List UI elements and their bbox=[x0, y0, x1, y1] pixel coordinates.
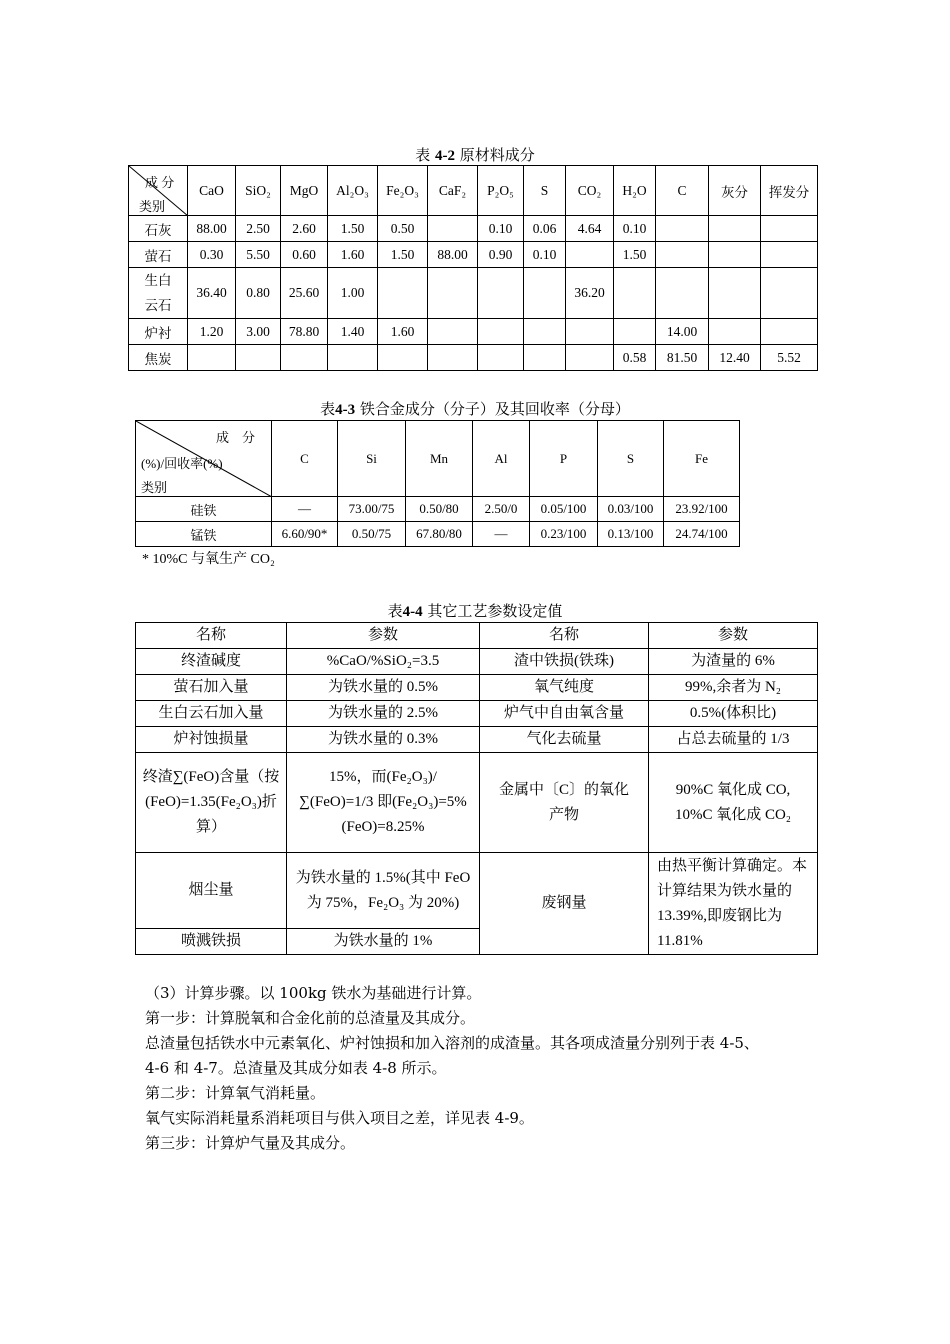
table-cell bbox=[378, 268, 428, 319]
table-cell bbox=[524, 268, 566, 319]
param-value: 为渣量的 6% bbox=[649, 649, 818, 675]
header-cell: 名称 bbox=[136, 623, 287, 649]
paragraph: （3）计算步骤。以 100kg 铁水为基础进行计算。 bbox=[145, 984, 482, 1002]
table-cell bbox=[566, 242, 614, 268]
param-name: 气化去硫量 bbox=[480, 727, 649, 753]
table-cell bbox=[478, 345, 524, 371]
table-cell bbox=[761, 319, 818, 345]
param-name: 金属中〔C〕的氧化产物 bbox=[480, 753, 649, 853]
row-label: 焦炭 bbox=[129, 345, 188, 371]
row-label: 炉衬 bbox=[129, 319, 188, 345]
header-cell: Mn bbox=[406, 421, 473, 497]
table-cell: 36.20 bbox=[566, 268, 614, 319]
header-cell: 名称 bbox=[480, 623, 649, 649]
table-cell: 6.60/90* bbox=[272, 522, 338, 547]
table-row bbox=[129, 319, 818, 345]
table-cell bbox=[761, 216, 818, 242]
table-4-4-caption: 表4-4 其它工艺参数设定值 bbox=[387, 602, 563, 620]
table-cell: 0.50/75 bbox=[338, 522, 406, 547]
table-4-3-corner-cell bbox=[136, 421, 272, 497]
param-name: 渣中铁损(铁珠) bbox=[480, 649, 649, 675]
param-name: 萤石加入量 bbox=[136, 675, 287, 701]
param-name: 烟尘量 bbox=[136, 853, 287, 929]
paragraph: 第一步：计算脱氧和合金化前的总渣量及其成分。 bbox=[145, 1009, 476, 1027]
table-row bbox=[136, 853, 818, 929]
table-row bbox=[129, 216, 818, 242]
table-cell: 25.60 bbox=[281, 268, 328, 319]
table-row bbox=[129, 268, 818, 319]
paragraph: 氧气实际消耗量系消耗项目与供入项目之差，详见表 4-9。 bbox=[145, 1109, 534, 1127]
table-cell: 3.00 bbox=[236, 319, 281, 345]
table-cell bbox=[709, 242, 761, 268]
header-cell: CaO bbox=[188, 166, 236, 216]
header-cell: S bbox=[598, 421, 664, 497]
header-cell: Fe₂O₃ bbox=[378, 166, 428, 216]
table-cell bbox=[709, 268, 761, 319]
table-cell bbox=[761, 242, 818, 268]
paragraph: 第三步：计算炉气量及其成分。 bbox=[145, 1134, 356, 1152]
table-cell: 1.50 bbox=[328, 216, 378, 242]
param-name: 氧气纯度 bbox=[480, 675, 649, 701]
paragraph: 总渣量包括铁水中元素氧化、炉衬蚀损和加入溶剂的成渣量。其各项成渣量分别列于表 4-5、 bbox=[145, 1034, 759, 1052]
corner-mid-label: (%)/回收率(%) bbox=[141, 456, 223, 471]
table-cell bbox=[614, 268, 656, 319]
row-label: 萤石 bbox=[129, 242, 188, 268]
table-row bbox=[136, 727, 818, 753]
corner-bottom-label: 类别 bbox=[139, 199, 166, 214]
table-4-3-header-row bbox=[136, 421, 740, 497]
table-4-3 bbox=[135, 420, 740, 547]
table-cell bbox=[656, 268, 709, 319]
table-cell bbox=[428, 345, 478, 371]
param-value: 15%，而(Fe₂O₃)/∑(FeO)=1/3 即(Fe₂O₃)=5%(FeO)=8.25% bbox=[287, 753, 480, 853]
table-row bbox=[136, 701, 818, 727]
param-value: 为铁水量的 0.3% bbox=[287, 727, 480, 753]
table-cell bbox=[281, 345, 328, 371]
table-cell: 12.40 bbox=[709, 345, 761, 371]
table-cell bbox=[709, 319, 761, 345]
paragraph: 4-6 和 4-7。总渣量及其成分如表 4-8 所示。 bbox=[145, 1059, 447, 1077]
table-4-2-caption: 表 4-2 原材料成分 bbox=[415, 146, 535, 164]
table-cell: 0.03/100 bbox=[598, 497, 664, 522]
table-row bbox=[136, 522, 740, 547]
header-cell: Fe bbox=[664, 421, 740, 497]
table-cell: 0.05/100 bbox=[530, 497, 598, 522]
table-cell: 0.10 bbox=[478, 216, 524, 242]
table-4-4-header-row bbox=[136, 623, 818, 649]
table-cell: 24.74/100 bbox=[664, 522, 740, 547]
table-cell bbox=[524, 319, 566, 345]
table-cell: 1.20 bbox=[188, 319, 236, 345]
header-cell: 参数 bbox=[649, 623, 818, 649]
corner-bottom-label: 类别 bbox=[141, 480, 168, 495]
table-cell: 0.58 bbox=[614, 345, 656, 371]
header-cell: C bbox=[656, 166, 709, 216]
param-value: 为铁水量的 2.5% bbox=[287, 701, 480, 727]
header-cell: Al₂O₃ bbox=[328, 166, 378, 216]
header-cell: P₂O₅ bbox=[478, 166, 524, 216]
table-row bbox=[129, 242, 818, 268]
header-cell: H₂O bbox=[614, 166, 656, 216]
header-cell: C bbox=[272, 421, 338, 497]
table-cell bbox=[378, 345, 428, 371]
table-cell: 78.80 bbox=[281, 319, 328, 345]
table-cell: 0.90 bbox=[478, 242, 524, 268]
table-cell: 88.00 bbox=[188, 216, 236, 242]
table-cell bbox=[188, 345, 236, 371]
table-cell: 1.60 bbox=[378, 319, 428, 345]
header-cell: 挥发分 bbox=[761, 166, 818, 216]
corner-top-label: 成 分 bbox=[145, 175, 175, 190]
row-label: 硅铁 bbox=[136, 497, 272, 522]
table-cell bbox=[656, 216, 709, 242]
header-cell: S bbox=[524, 166, 566, 216]
paragraph: 第二步：计算氧气消耗量。 bbox=[145, 1084, 326, 1102]
table-cell: 1.50 bbox=[614, 242, 656, 268]
table-cell: 2.60 bbox=[281, 216, 328, 242]
table-cell: 0.10 bbox=[524, 242, 566, 268]
table-cell bbox=[428, 319, 478, 345]
table-row bbox=[136, 675, 818, 701]
header-cell: CaF₂ bbox=[428, 166, 478, 216]
table-row bbox=[136, 497, 740, 522]
table-cell: 0.23/100 bbox=[530, 522, 598, 547]
table-cell: 0.80 bbox=[236, 268, 281, 319]
table-cell bbox=[566, 345, 614, 371]
header-cell: CO₂ bbox=[566, 166, 614, 216]
header-cell: 灰分 bbox=[709, 166, 761, 216]
row-label: 锰铁 bbox=[136, 522, 272, 547]
param-value: 99%,余者为 N₂ bbox=[649, 675, 818, 701]
table-cell: 5.52 bbox=[761, 345, 818, 371]
table-cell: 4.64 bbox=[566, 216, 614, 242]
table-cell bbox=[614, 319, 656, 345]
table-cell: 0.30 bbox=[188, 242, 236, 268]
table-cell: 0.50/80 bbox=[406, 497, 473, 522]
table-cell: 88.00 bbox=[428, 242, 478, 268]
header-cell: Al bbox=[473, 421, 530, 497]
table-cell: 0.60 bbox=[281, 242, 328, 268]
table-4-2-corner-cell bbox=[129, 166, 188, 216]
param-value: 90%C 氧化成 CO, 10%C 氧化成 CO₂ bbox=[649, 753, 818, 853]
table-cell: 36.40 bbox=[188, 268, 236, 319]
table-4-2-header-row bbox=[129, 166, 818, 216]
table-cell: 1.00 bbox=[328, 268, 378, 319]
table-cell: 1.40 bbox=[328, 319, 378, 345]
table-4-4 bbox=[135, 622, 818, 955]
header-cell: Si bbox=[338, 421, 406, 497]
header-cell: SiO₂ bbox=[236, 166, 281, 216]
param-name: 炉衬蚀损量 bbox=[136, 727, 287, 753]
table-cell: 73.00/75 bbox=[338, 497, 406, 522]
table-cell: 0.10 bbox=[614, 216, 656, 242]
table-cell: 0.50 bbox=[378, 216, 428, 242]
table-4-3-footnote: * 10%C 与氧生产 CO₂ bbox=[142, 552, 275, 567]
table-cell bbox=[478, 268, 524, 319]
param-name: 终渣碱度 bbox=[136, 649, 287, 675]
table-cell bbox=[709, 216, 761, 242]
table-cell bbox=[236, 345, 281, 371]
table-cell bbox=[428, 216, 478, 242]
table-cell bbox=[328, 345, 378, 371]
header-cell: 参数 bbox=[287, 623, 480, 649]
param-name: 喷溅铁损 bbox=[136, 929, 287, 955]
table-cell: 0.13/100 bbox=[598, 522, 664, 547]
table-cell: 81.50 bbox=[656, 345, 709, 371]
table-4-3-caption: 表4-3 铁合金成分（分子）及其回收率（分母） bbox=[320, 400, 630, 418]
row-label: 石灰 bbox=[129, 216, 188, 242]
table-cell: 23.92/100 bbox=[664, 497, 740, 522]
table-cell bbox=[478, 319, 524, 345]
table-cell bbox=[524, 345, 566, 371]
param-name: 生白云石加入量 bbox=[136, 701, 287, 727]
table-cell bbox=[656, 242, 709, 268]
param-value: 为铁水量的 1% bbox=[287, 929, 480, 955]
table-cell: 2.50/0 bbox=[473, 497, 530, 522]
param-value: 为铁水量的 1.5%(其中 FeO 为 75%，Fe₂O₃ 为 20%) bbox=[287, 853, 480, 929]
table-cell: — bbox=[473, 522, 530, 547]
param-value: 占总去硫量的 1/3 bbox=[649, 727, 818, 753]
table-4-2 bbox=[128, 165, 818, 371]
table-cell bbox=[761, 268, 818, 319]
param-name: 炉气中自由氧含量 bbox=[480, 701, 649, 727]
table-cell: 5.50 bbox=[236, 242, 281, 268]
table-cell bbox=[428, 268, 478, 319]
table-cell: 1.60 bbox=[328, 242, 378, 268]
table-row bbox=[136, 753, 818, 853]
table-cell bbox=[566, 319, 614, 345]
table-cell: 67.80/80 bbox=[406, 522, 473, 547]
table-row bbox=[129, 345, 818, 371]
table-cell: 1.50 bbox=[378, 242, 428, 268]
table-row bbox=[136, 649, 818, 675]
param-value: 由热平衡计算确定。本计算结果为铁水量的 13.39%,即废钢比为 11.81% bbox=[649, 853, 818, 955]
param-value: 为铁水量的 0.5% bbox=[287, 675, 480, 701]
table-cell: 0.06 bbox=[524, 216, 566, 242]
param-value: %CaO/%SiO₂=3.5 bbox=[287, 649, 480, 675]
param-name: 废钢量 bbox=[480, 853, 649, 955]
table-cell: — bbox=[272, 497, 338, 522]
table-cell: 2.50 bbox=[236, 216, 281, 242]
row-label: 生白云石 bbox=[129, 268, 188, 319]
corner-top-label: 成 分 bbox=[216, 430, 256, 445]
header-cell: P bbox=[530, 421, 598, 497]
param-value: 0.5%(体积比) bbox=[649, 701, 818, 727]
header-cell: MgO bbox=[281, 166, 328, 216]
table-cell: 14.00 bbox=[656, 319, 709, 345]
param-name: 终渣∑(FeO)含量（按(FeO)=1.35(Fe₂O₃)折算） bbox=[136, 753, 287, 853]
